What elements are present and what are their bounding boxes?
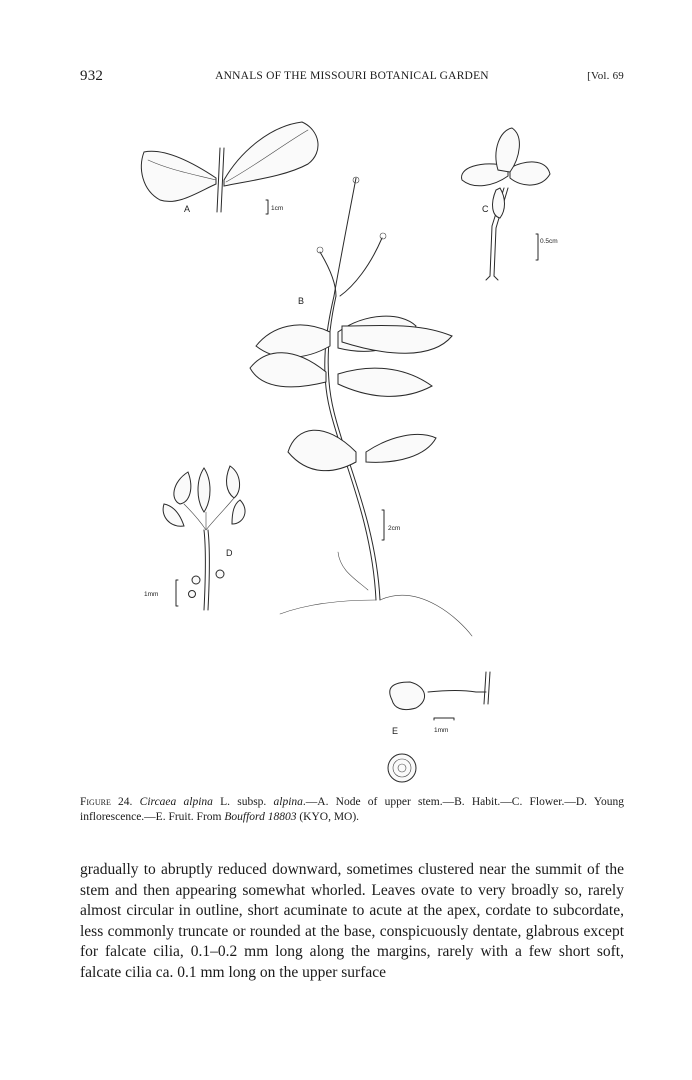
panel-b-drawing	[250, 177, 472, 636]
panel-e-fruit-section	[388, 754, 416, 782]
panel-b-raceme	[334, 178, 356, 296]
figure-caption	[80, 795, 624, 825]
panel-e-label: E	[392, 726, 399, 736]
panel-e-scale-bar	[434, 718, 454, 720]
panel-b-scale-bar	[382, 510, 384, 540]
caption-text-2: .—A. Node of upper stem.—B. Habit.—C. Flower.—D. Young inflorescence.—E. Fruit. From	[80, 796, 624, 823]
panel-c-scale-bar	[536, 234, 538, 260]
botanical-figure	[80, 100, 624, 790]
panel-e-fruit	[390, 682, 425, 710]
panel-b-stolon-left	[280, 600, 376, 614]
body-paragraph: gradually to abruptly reduced downward, sometimes clustered near the summit of the stem and then appearing somewhat whorled. Leaves ovate to very broadly so, rarely almost circular in outline, short acuminate to acute at the apex, cordate to subcordate, less commonly truncate or rounded at the base, conspicuously dentate, glabrous except for falcate cilia, 0.1–0.2 mm long along the margins, rarely with a few short soft, falcate cilia ca. 0.1 mm long on the upper surface	[80, 861, 624, 981]
page-header	[80, 68, 624, 90]
panel-b-leaf-upper-left	[256, 325, 330, 357]
panel-d-scale-bar	[176, 580, 178, 606]
panel-a-scale-label: 1cm	[271, 205, 284, 212]
panel-b-branch-left	[320, 252, 336, 296]
caption-collector: Boufford 18803	[224, 811, 297, 823]
panel-b-branch-right	[340, 238, 382, 296]
panel-c-petal-right	[510, 162, 550, 185]
caption-subspecies: alpina	[273, 796, 303, 808]
figure-illustration	[80, 100, 624, 790]
panel-d-axis	[204, 530, 206, 610]
caption-figure-number: Figure 24.	[80, 796, 133, 808]
panel-e-scale-label: 1mm	[434, 727, 449, 734]
panel-d-label: D	[226, 548, 233, 558]
panel-e-drawing	[388, 672, 490, 782]
caption-species: Circaea alpina	[139, 796, 213, 808]
panel-b-stolon-right	[380, 595, 472, 636]
panel-c-ovary	[493, 188, 505, 218]
caption-text-3: (KYO, MO).	[296, 811, 360, 823]
caption-text-1: L. subsp.	[212, 796, 274, 808]
panel-e-pedicel	[428, 691, 476, 693]
panel-b-leaf-mid-right	[338, 368, 432, 396]
panel-b-leaf-lower-left	[288, 430, 356, 470]
panel-e-axis	[484, 672, 490, 704]
panel-a-left-leaf	[141, 151, 216, 201]
panel-d-bud	[174, 472, 191, 504]
page-number: 932	[80, 68, 104, 84]
volume-label: [Vol. 69	[587, 70, 624, 82]
panel-b-leaf-lower-right	[366, 434, 436, 462]
journal-title: ANNALS OF THE MISSOURI BOTANICAL GARDEN	[215, 70, 489, 82]
panel-d-scale-label: 1mm	[144, 591, 159, 598]
panel-b-label: B	[298, 296, 305, 306]
panel-d-drawing	[144, 466, 245, 610]
panel-c-label: C	[482, 204, 489, 214]
panel-b-leaf-mid-left	[250, 353, 326, 387]
panel-a-drawing	[141, 122, 318, 214]
panel-c-scale-label: 0.5cm	[540, 238, 558, 245]
panel-a-scale-bar	[266, 200, 268, 214]
panel-b-scale-label: 2cm	[388, 525, 401, 532]
panel-a-stem	[217, 148, 220, 212]
panel-c-drawing	[462, 128, 558, 280]
panel-a-label: A	[184, 204, 191, 214]
